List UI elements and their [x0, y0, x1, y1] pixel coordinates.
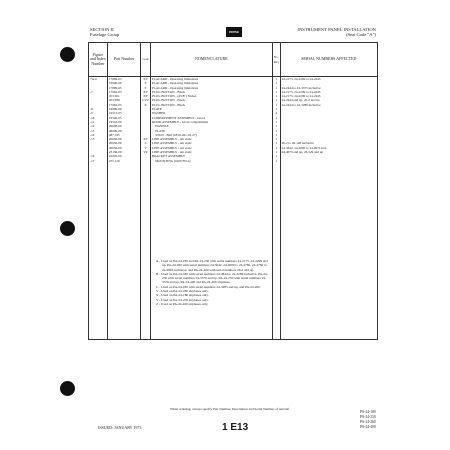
cell-req: 1: [272, 141, 280, 145]
ordering-note: When ordering, always specify Part Number, Description and Serial Number of Aircraft: [170, 407, 290, 411]
group-label: Fuselage Group: [90, 32, 120, 38]
cell-nomenclature: LINE ASSEMBLY - Air static: [150, 141, 272, 145]
cell-nomenclature: BRACKET ASSEMBLY: [150, 154, 272, 158]
cell-nomenclature: PLUG BUTTON - (#5/8") Nickel: [150, 94, 272, 98]
cell-req: 1: [272, 150, 280, 154]
model-list: [360, 410, 376, 430]
cell-part: 487 545: [107, 133, 140, 137]
cell-part: 453 661: [107, 94, 140, 98]
cell-nomenclature: DOOR ASSEMBLY - Glove compartment: [150, 120, 272, 124]
cell-part: 19540-05: [107, 116, 140, 120]
cell-req: 1: [272, 154, 280, 158]
note-item: B - Used on PA-24-180 with serial numbers 24-2844 to 24-3286 inclusive, PA-24-250 with serial numbers 24-3376 and up, PA-24-250 with serial numbers 24-3376 and up, PA-24-400 and PA-24-260 airplanes.: [156, 271, 268, 285]
cell-nomenclature: PLACARD - Operating limitations: [150, 81, 272, 85]
cell-part: 19099-00: [107, 107, 140, 111]
cell-req: 1: [272, 90, 280, 94]
cell-serial: 24-4073 and up, 26-129 and up: [280, 150, 377, 154]
cell-part: 20098-00: [107, 124, 140, 128]
cell-part: 19940-00: [107, 81, 140, 85]
cell-code: Z: [141, 141, 151, 145]
cell-nomenclature: MOUNTING (#100 FD-4): [150, 159, 272, 163]
cell-nomenclature: PLACARD - Operating limitations: [150, 77, 272, 82]
cell-part: 23136-00: [107, 150, 140, 154]
cell-req: 1: [272, 98, 280, 102]
cell-code: XY: [141, 90, 151, 94]
cell-nomenclature: PLATE: [150, 107, 272, 111]
cell-figure: -15: [89, 137, 108, 141]
cell-code: CYZ: [142, 98, 149, 103]
note-item: C - Used on PA-24-180 with serial numbers 24-3285 and up, and PA-24-260.: [156, 284, 261, 289]
cell-figure: -16: [89, 154, 108, 158]
cell-part: 20650-00: [107, 146, 140, 150]
cell-req: 1: [272, 107, 280, 111]
cell-serial: 24-2444 and up, 26-2 and up: [280, 98, 377, 102]
notes-spacer-row: [89, 163, 378, 340]
cell-figure: -14: [89, 133, 108, 137]
cell-req: 1: [272, 124, 280, 128]
cell-figure: 7A-6: [89, 77, 108, 82]
cell-part: 20099-00: [107, 129, 140, 133]
note-item: V - Used on PA-24-260 airplanes only.: [156, 289, 209, 294]
cell-part: 20650-00: [107, 141, 140, 145]
col-serial: SERIAL NUMBERS AFFECTED: [280, 43, 377, 77]
cell-code: XY: [141, 137, 151, 141]
cell-req: 4: [272, 111, 280, 115]
cell-figure: -8: [89, 107, 108, 111]
cell-part: 17962-03: [107, 90, 140, 94]
cell-serial: 24-2175, 24-2299 to 24-2443: [280, 94, 377, 98]
cell-serial: 24-2175, 24-2299 to 24-2443: [280, 90, 377, 94]
cell-nomenclature: STUD - Ball (#F16-421-16-27): [150, 133, 272, 137]
cell-nomenclature: PLUG BUTTON - Black: [150, 103, 272, 107]
cell-req: 1: [272, 120, 280, 124]
col-req: No. Req: [272, 43, 280, 77]
cell-code: V: [141, 146, 151, 150]
cell-code: X: [141, 103, 151, 107]
note-item: A - Used on PA-24-180 and PA-24-250 with serial numbers 24-2175, 24-2299 and up, PA-24-260 with serial numbers 24-3642, 24-4000 to 24-4782, 24-4784 to 24-4803 inclusive, and PA-24-400 with serial numbers 26-2 and up.: [156, 259, 268, 272]
cell-nomenclature: HANDLE: [150, 124, 272, 128]
col-code: Code: [141, 43, 151, 77]
cell-part: 17962-03: [107, 103, 140, 107]
cell-req: 1: [272, 81, 280, 85]
cell-req: 1: [272, 94, 280, 98]
cell-req: 1: [272, 159, 280, 163]
model-item: PA-24-260: [360, 420, 376, 424]
cell-part: 17899-05: [107, 86, 140, 90]
cell-nomenclature: PLACARD - Operating limitations: [150, 86, 272, 90]
model-item: PA-24-400: [360, 425, 376, 429]
cell-part: 22005-00: [107, 154, 140, 158]
cell-req: 1: [272, 129, 280, 133]
cell-part: 20650-00: [107, 137, 140, 141]
cell-serial: 24-2444 to 24-3286 inclusive: [280, 103, 377, 107]
binder-hole-top: [60, 47, 75, 62]
cell-figure: -17: [89, 159, 108, 163]
note-item: Y - Used on PA-24-250 airplanes only.: [156, 297, 209, 302]
cell-figure: -12: [89, 124, 108, 128]
binder-hole-middle: [60, 221, 75, 236]
cell-nomenclature: LINE ASSEMBLY - Air static: [150, 137, 272, 141]
model-item: PA-24-250: [360, 415, 376, 419]
cell-nomenclature: PLUG BUTTON - Black: [150, 90, 272, 94]
cell-part: 475 126: [107, 159, 140, 163]
cell-code: XY: [141, 77, 151, 82]
col-figure: Figure and Index Number: [89, 43, 108, 77]
piper-logo: [226, 27, 242, 37]
col-part: Part Number: [107, 43, 140, 77]
note-item: Z - Used on PA-24-400 airplanes only.: [156, 301, 209, 306]
page-number: 1 E13: [222, 422, 249, 433]
cell-part: 453 688: [107, 98, 140, 102]
cell-serial: 24-2444 to 24-3375 inclusive: [280, 86, 377, 90]
cell-figure: -10: [89, 116, 108, 120]
cell-code: Y: [141, 86, 151, 90]
section-label: SECTION II: [90, 27, 114, 32]
cell-part: 19543-00: [107, 120, 140, 124]
page-title-block: [296, 27, 376, 37]
cell-figure: -13: [89, 129, 108, 133]
code-notes: [156, 259, 271, 306]
col-nomenclature: NOMENCLATURE: [150, 43, 272, 77]
cell-figure: -7: [89, 90, 108, 94]
binder-hole-bottom: [60, 381, 75, 396]
cell-req: 1: [272, 116, 280, 120]
cell-req: 1: [272, 146, 280, 150]
cell-req: 1: [272, 133, 280, 137]
note-item: X - Used on PA-24-180 airplanes only.: [156, 293, 209, 298]
cell-code: VZ: [141, 150, 151, 154]
cell-code: Z: [141, 81, 151, 85]
cell-req: 1: [272, 77, 280, 82]
cell-nomenclature: PLATE: [150, 129, 272, 133]
cell-serial: 26-2 to 26-128 inclusive: [280, 141, 377, 145]
model-item: PA-24-180: [360, 410, 376, 414]
cell-serial: 24-2175, 24-2299 to 24-2443: [280, 77, 377, 82]
cell-req: 1: [272, 137, 280, 141]
cell-part: 17899-03: [107, 77, 140, 82]
cell-code: XY: [141, 94, 151, 98]
cell-part: 19513-03: [107, 111, 140, 115]
page-subtitle: (Seat Code "A"): [345, 32, 376, 38]
cell-nomenclature: LINE ASSEMBLY - Air static: [150, 146, 272, 150]
logo-text: PIPER: [229, 30, 239, 34]
cell-nomenclature: COMPARTMENT ASSEMBLY - Glove: [150, 116, 272, 120]
cell-nomenclature: WASHER: [150, 111, 272, 115]
table-header-row: [89, 43, 378, 77]
cell-figure: -9: [89, 111, 108, 115]
cell-nomenclature: PLUG BUTTON - Black: [150, 98, 272, 102]
cell-figure: -11: [89, 120, 108, 124]
cell-nomenclature: LINE ASSEMBLY - Air static: [150, 150, 272, 154]
cell-serial: 24-3642, 24-4000 to 24-4972 incl.: [280, 146, 377, 150]
issued-date: ISSUED: JANUARY 1973: [98, 425, 142, 430]
section-heading: [90, 27, 119, 37]
page-title: INSTRUMENT PANEL INSTALLATION: [297, 27, 376, 32]
cell-req: 1: [272, 86, 280, 90]
cell-req: 1: [272, 103, 280, 107]
